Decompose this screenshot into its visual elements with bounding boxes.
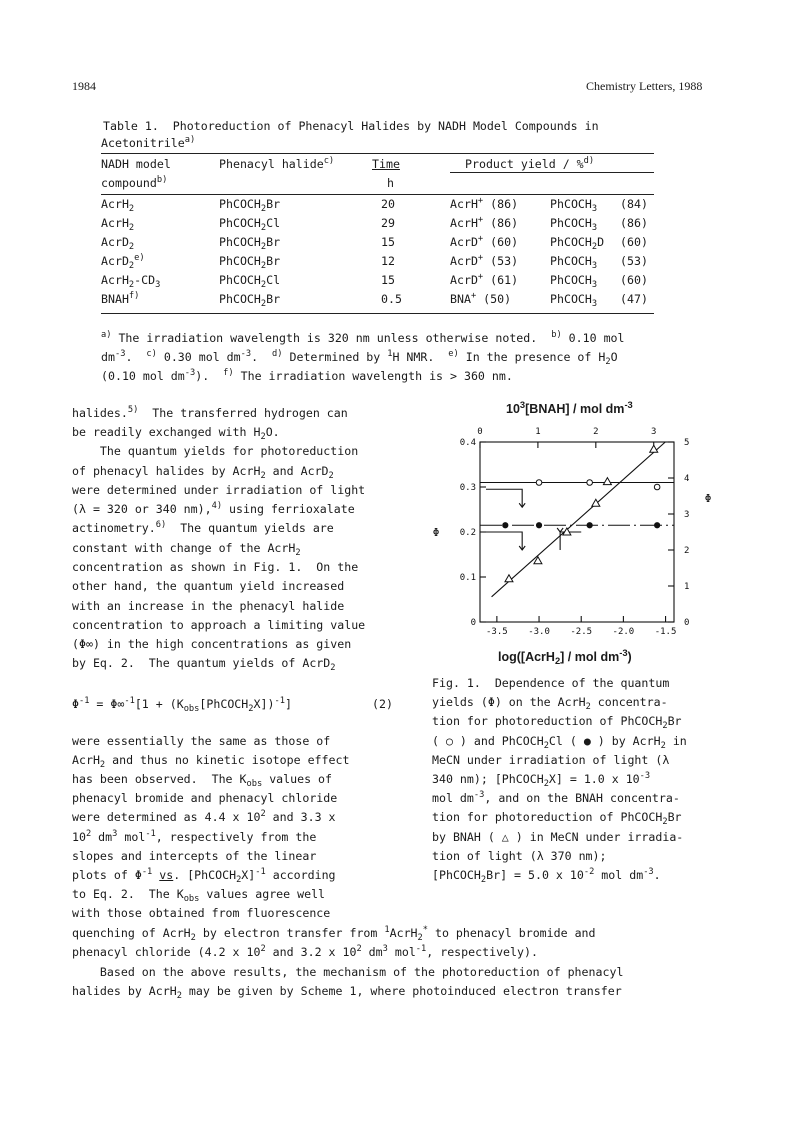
left-axis-symbol: Φ: [432, 526, 440, 539]
col-header-halide: Phenacyl halide$^{c)}$: [219, 156, 335, 171]
table-cell-time: 20: [381, 197, 395, 211]
body-line: $10^2$ $dm^3$ mol$^{-1}$, respectively from the: [72, 829, 317, 844]
top-axis-tick-label: 2: [593, 427, 599, 437]
table-cell-product-2: PhCOCH$_3$: [550, 216, 598, 233]
body-line: were determined under irradiation of light: [72, 483, 366, 497]
table-cell-product-1: BNA+ (50): [450, 291, 512, 306]
bottom-axis-tick-label: -3.5: [486, 627, 508, 637]
body-line: be readily exchanged with $H_2O$.: [72, 425, 280, 442]
top-axis-tick-label: 3: [651, 427, 657, 437]
body-line: actinometry.$^{6)}$ The quantum yields are: [72, 520, 334, 535]
bottom-axis-tick-label: -2.5: [570, 627, 593, 637]
body-line: (Φ∞) in the high concentrations as given: [72, 637, 352, 651]
table-header-rule: [101, 194, 654, 195]
caption-line: tion of light (λ 370 nm);: [432, 849, 607, 863]
bnah-data-point: [592, 499, 600, 506]
table-cell-halide: PhCOCH$_2$Br: [219, 254, 281, 271]
body-line: halides.$^{5)}$ The transferred hydrogen can: [72, 405, 348, 420]
col-header-nadh: NADH model: [101, 157, 171, 171]
left-axis-tick-label: 0.4: [459, 438, 476, 448]
body-line: quenching of AcrH$_2$ by electron transfer from $^1$AcrH$_2$* to phenacyl bromide and: [72, 925, 596, 943]
bnah-fit-line: [492, 442, 666, 597]
caption-line: mol $dm^{-3}$, and on the BNAH concentra-: [432, 790, 680, 805]
yield-underline: [450, 172, 654, 173]
right-axis-tick-label: 2: [684, 546, 690, 556]
body-line: to Eq. 2. The $K_{obs}$ values agree well: [72, 887, 326, 904]
body-line: constant with change of the AcrH$_2$: [72, 541, 301, 558]
table-footnote-3: (0.10 mol $dm^{-3}$). $^{f)}$ The irradiation wavelength is > 360 nm.: [101, 368, 513, 383]
right-axis-symbol: Φ: [704, 491, 712, 505]
body-line: with those obtained from fluorescence: [72, 906, 331, 920]
table-cell-product-1: AcrD+ (53): [450, 253, 519, 268]
table-caption-2: Acetonitrile$^{a)}$: [101, 135, 196, 150]
body-line: concentration to approach a limiting value: [72, 618, 366, 632]
table-cell-product-1: AcrH+ (86): [450, 215, 519, 230]
equation-2: $\Phi^{-1} = \Phi\infty^{-1}[1$ + $(K_{obs}[PhCOCH_2X])^{-1}$]: [72, 696, 292, 714]
table-cell-product-2-yield: (53): [620, 254, 648, 268]
table-cell-halide: PhCOCH$_2$Cl: [219, 273, 281, 290]
bottom-axis-tick-label: -2.0: [612, 627, 635, 637]
body-line: AcrH$_2$ and thus no kinetic isotope effect: [72, 753, 350, 770]
left-axis-tick-label: 0: [470, 618, 476, 628]
table-cell-time: 15: [381, 273, 395, 287]
figure-top-axis-label: $10^3[BNAH]$ / mol $dm^{-3}$: [506, 400, 633, 416]
col-header-nadh-2: compound$^{b)}$: [101, 175, 168, 190]
body-line: The quantum yields for photoreduction: [72, 444, 359, 458]
caption-line: tion for photoreduction of PhCOCH$_2$Br: [432, 810, 682, 827]
caption-line: Fig. 1. Dependence of the quantum: [432, 676, 670, 690]
body-line: with an increase in the phenacyl halide: [72, 599, 345, 613]
table-cell-time: 0.5: [381, 292, 402, 306]
figure-1-chart: [420, 420, 720, 648]
caption-line: MeCN under irradiation of light (λ: [432, 753, 670, 767]
table-cell-compound: AcrD$_2^{e)}$: [101, 253, 145, 271]
bnah-axis-pointer-head: [557, 528, 563, 532]
chloride-data-point: [536, 523, 541, 528]
table-cell-product-2-yield: (84): [620, 197, 648, 211]
caption-line: 340 nm); [PhCOCH$_2$X] = 1.0 x $10^{-3}$: [432, 771, 651, 789]
table-cell-compound: $AcrH_2-CD_3$: [101, 273, 161, 290]
table-footnote-2: $dm^{-3}$. $^{c)}$ 0.30 mol $dm^{-3}$. $^{d)}$ Determined by $^1$H NMR. $^{e)}$ In the presence of $H_2O$: [101, 349, 618, 367]
bromide-data-point: [654, 484, 660, 490]
equation-number: (2): [372, 697, 393, 711]
body-line: of phenacyl halides by AcrH$_2$ and AcrD$_2$: [72, 464, 334, 481]
chloride-data-point: [503, 523, 508, 528]
table-cell-product-2: PhCOCH$_3$: [550, 273, 598, 290]
table-cell-halide: PhCOCH$_2$Br: [219, 235, 281, 252]
caption-line: by BNAH ( △ ) in MeCN under irradia-: [432, 830, 684, 844]
bnah-data-point: [650, 445, 658, 452]
left-axis-tick-label: 0.1: [459, 573, 476, 583]
journal-name: Chemistry Letters, 1988: [586, 79, 703, 93]
table-cell-halide: PhCOCH$_2$Br: [219, 197, 281, 214]
body-line: were determined as 4.4 x $10^2$ and 3.3 x: [72, 809, 336, 824]
left-axis-tick-label: 0.2: [459, 528, 476, 538]
table-cell-product-1: AcrD+ (60): [450, 234, 519, 249]
table-cell-product-2: PhCOCH$_3$: [550, 197, 598, 214]
bnah-data-point: [603, 478, 611, 485]
body-line: (λ = 320 or 340 nm),$^{4)}$ using ferrioxalate: [72, 501, 355, 516]
caption-line: yields (Φ) on the AcrH$_2$ concentra-: [432, 695, 668, 712]
col-header-yield: Product yield / %$^{d)}$: [465, 156, 595, 171]
table-top-rule: [101, 153, 654, 154]
bromide-data-point: [587, 480, 593, 486]
table-cell-halide: PhCOCH$_2$Br: [219, 292, 281, 309]
body-line: other hand, the quantum yield increased: [72, 579, 345, 593]
table-cell-product-1: AcrH+ (86): [450, 196, 519, 211]
table-cell-product-1: AcrD+ (61): [450, 272, 519, 287]
col-header-time: Time: [372, 157, 400, 171]
top-axis-tick-label: 1: [535, 427, 541, 437]
table-cell-product-2: PhCOCH$_3$: [550, 254, 598, 271]
bromide-axis-pointer: [486, 489, 522, 507]
chloride-data-point: [587, 523, 592, 528]
left-axis-tick-label: 0.3: [459, 483, 476, 493]
table-cell-compound: AcrH$_2$: [101, 197, 135, 214]
table-cell-compound: AcrD$_2$: [101, 235, 135, 252]
table-cell-time: 29: [381, 216, 395, 230]
body-line: by Eq. 2. The quantum yields of AcrD$_2$: [72, 656, 336, 673]
body-line: phenacyl bromide and phenacyl chloride: [72, 791, 338, 805]
right-axis-tick-label: 1: [684, 582, 690, 592]
table-cell-product-2-yield: (86): [620, 216, 648, 230]
table-footnote-1: $^{a)}$ The irradiation wavelength is 320 nm unless otherwise noted. $^{b)}$ 0.10 mol: [101, 330, 625, 345]
table-cell-product-2: PhCOCH$_2$D: [550, 235, 605, 252]
body-line: halides by AcrH$_2$ may be given by Scheme 1, where photoinduced electron transfer: [72, 984, 622, 1001]
table-cell-product-2-yield: (60): [620, 273, 648, 287]
figure-bottom-axis-label: log([AcrH$_2$] / mol $dm^{-3}$): [498, 648, 632, 666]
page-number: 1984: [72, 79, 96, 93]
bottom-axis-tick-label: -1.5: [654, 627, 677, 637]
table-cell-halide: PhCOCH$_2$Cl: [219, 216, 281, 233]
right-axis-tick-label: 5: [684, 438, 690, 448]
body-line: has been observed. The $K_{obs}$ values of: [72, 772, 333, 789]
caption-line: tion for photoreduction of PhCOCH$_2$Br: [432, 714, 682, 731]
table-cell-product-2: PhCOCH$_3$: [550, 292, 598, 309]
body-line: Based on the above results, the mechanism of the photoreduction of phenacyl: [72, 965, 624, 979]
body-line: phenacyl chloride (4.2 x $10^2$ and 3.2 x $10^2$ $dm^3$ mol$^{-1}$, respectively).: [72, 944, 538, 959]
table-bottom-rule: [101, 313, 654, 314]
table-cell-time: 12: [381, 254, 395, 268]
chloride-data-point: [655, 523, 660, 528]
right-axis-tick-label: 3: [684, 510, 690, 520]
table-cell-product-2-yield: (60): [620, 235, 648, 249]
right-axis-tick-label: 0: [684, 618, 690, 628]
table-cell-compound: BNAH$^{f)}$: [101, 291, 140, 306]
bromide-data-point: [536, 480, 542, 486]
body-line: slopes and intercepts of the linear: [72, 849, 317, 863]
table-cell-compound: AcrH$_2$: [101, 216, 135, 233]
body-line: were essentially the same as those of: [72, 734, 331, 748]
top-axis-tick-label: 0: [477, 427, 483, 437]
body-line: plots of $\Phi^{-1}$ vs. [PhCOCH$_2$X]$^{-1}$ according: [72, 867, 336, 885]
caption-line: ( ○ ) and PhCOCH$_2$Cl ( ● ) by AcrH$_2$ in: [432, 734, 687, 751]
table-cell-product-2-yield: (47): [620, 292, 648, 306]
bottom-axis-tick-label: -3.0: [528, 627, 550, 637]
right-axis-tick-label: 4: [684, 474, 690, 484]
table-cell-time: 15: [381, 235, 395, 249]
caption-line: [PhCOCH$_2$Br] = 5.0 x $10^{-2}$ mol $dm^{-3}$.: [432, 867, 661, 885]
body-line: concentration as shown in Fig. 1. On the: [72, 560, 359, 574]
col-header-time-unit: h: [387, 176, 394, 190]
table-caption: Table 1. Photoreduction of Phenacyl Halides by NADH Model Compounds in: [103, 119, 599, 133]
chloride-axis-pointer: [486, 532, 522, 550]
